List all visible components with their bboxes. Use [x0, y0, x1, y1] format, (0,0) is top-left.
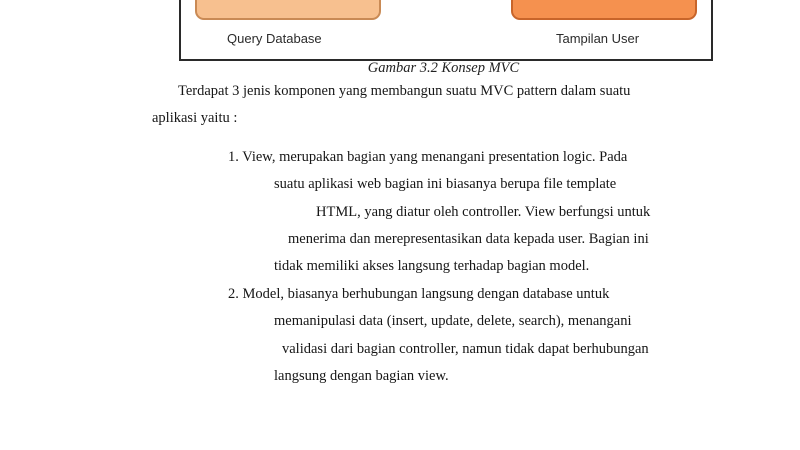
list-item-view-line-5: tidak memiliki akses langsung terhadap bagian model. — [274, 258, 590, 274]
list-item-model-line-3: validasi dari bagian controller, namun tidak dapat berhubungan — [282, 341, 649, 357]
list-item-model-line-1: 2. Model, biasanya berhubungan langsung dengan database untuk — [228, 286, 610, 302]
list-item-view-line-3: HTML, yang diatur oleh controller. View berfungsi untuk — [316, 204, 651, 220]
intro-line-1: Terdapat 3 jenis komponen yang membangun suatu MVC pattern dalam suatu — [178, 83, 631, 99]
list-item-view-line-2: suatu aplikasi web bagian ini biasanya berupa file template — [274, 176, 617, 192]
list-item-model-line-2: memanipulasi data (insert, update, delete, search), menangani — [274, 313, 632, 329]
list-item-view-line-4: menerima dan merepresentasikan data kepada user. Bagian ini — [288, 231, 649, 247]
list-item-view-line-1: 1. View, merupakan bagian yang menangani presentation logic. Pada — [228, 149, 628, 165]
model-box — [195, 0, 381, 20]
list-item-model-line-4: langsung dengan bagian view. — [274, 368, 449, 384]
figure-caption: Gambar 3.2 Konsep MVC — [367, 60, 520, 76]
intro-line-2: aplikasi yaitu : — [152, 110, 238, 126]
view-box — [511, 0, 697, 20]
view-caption: Tampilan User — [556, 31, 640, 46]
model-caption: Query Database — [227, 31, 322, 46]
mvc-figure — [179, 0, 713, 61]
